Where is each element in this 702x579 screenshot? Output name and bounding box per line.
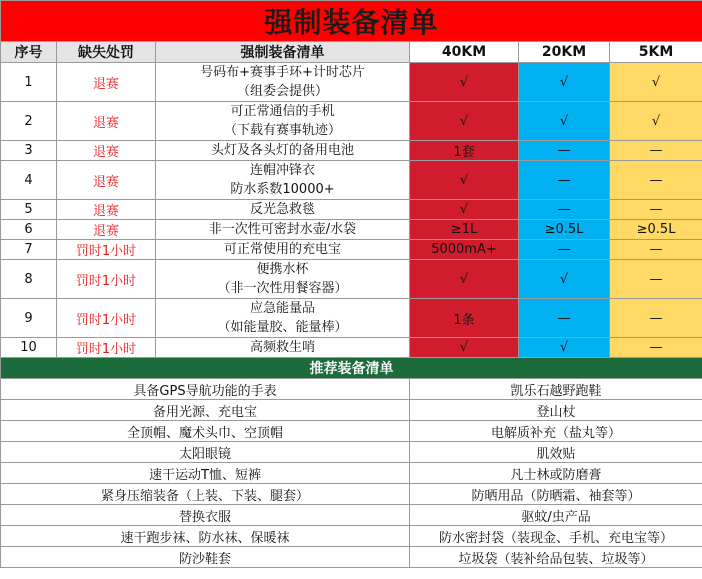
row-penalty: 退赛 <box>57 141 156 161</box>
row-item <box>156 220 410 240</box>
mandatory-list <box>1 63 702 358</box>
recommended-item-right: 驱蚊/虫产品 <box>410 505 702 526</box>
row-penalty: 罚时1小时 <box>57 338 156 358</box>
table-row <box>1 338 702 358</box>
recommended-row <box>1 463 702 484</box>
row-penalty: 退赛 <box>57 161 156 200</box>
row-penalty: 退赛 <box>57 102 156 141</box>
row-number: 1 <box>1 63 57 102</box>
cell-40km: 1条 <box>410 299 519 338</box>
table-row <box>1 200 702 220</box>
row-item <box>156 200 410 220</box>
cell-5km: ≥0.5L <box>610 220 702 240</box>
cell-20km: — <box>519 141 610 161</box>
row-number: 9 <box>1 299 57 338</box>
row-item <box>156 338 410 358</box>
recommended-row <box>1 442 702 463</box>
recommended-row <box>1 526 702 547</box>
item-line: （组委会提供） <box>236 84 328 99</box>
table-row <box>1 260 702 299</box>
row-item <box>156 260 410 299</box>
cell-20km: — <box>519 161 610 200</box>
header-list: 强制装备清单 <box>156 42 410 63</box>
cell-20km: — <box>519 240 610 260</box>
cell-5km: — <box>610 299 702 338</box>
table-header <box>1 1 702 63</box>
row-item <box>156 141 410 161</box>
item-line: 可正常通信的手机 <box>230 104 335 119</box>
recommended-item-left: 太阳眼镜 <box>1 442 410 463</box>
cell-20km: √ <box>519 338 610 358</box>
cell-20km: — <box>519 299 610 338</box>
row-penalty: 罚时1小时 <box>57 299 156 338</box>
cell-40km: √ <box>410 260 519 299</box>
recommended-row <box>1 379 702 400</box>
item-line: （下载有赛事轨迹） <box>223 123 341 138</box>
recommended-item-right: 垃圾袋（装补给品包装、垃圾等） <box>410 547 702 568</box>
row-item <box>156 63 410 102</box>
recommended-item-right: 防水密封袋（装现金、手机、充电宝等） <box>410 526 702 547</box>
table-row <box>1 141 702 161</box>
recommended-item-right: 电解质补充（盐丸等） <box>410 421 702 442</box>
cell-40km: √ <box>410 63 519 102</box>
cell-5km: — <box>610 141 702 161</box>
cell-40km: √ <box>410 338 519 358</box>
row-number: 2 <box>1 102 57 141</box>
page-title: 强制装备清单 <box>1 1 702 42</box>
row-number: 3 <box>1 141 57 161</box>
cell-40km: √ <box>410 102 519 141</box>
recommended-title: 推荐装备清单 <box>1 358 702 379</box>
item-line: 非一次性可密封水壶/水袋 <box>208 222 357 237</box>
recommended-item-right: 肌效贴 <box>410 442 702 463</box>
header-40km: 40KM <box>410 42 519 63</box>
row-number: 10 <box>1 338 57 358</box>
cell-20km: √ <box>519 260 610 299</box>
cell-20km: — <box>519 200 610 220</box>
item-line: 头灯及各头灯的备用电池 <box>210 143 354 158</box>
recommended-item-right: 凡士林或防磨膏 <box>410 463 702 484</box>
row-item <box>156 161 410 200</box>
recommended-item-left: 速干运动T恤、短裤 <box>1 463 410 484</box>
row-penalty: 退赛 <box>57 63 156 102</box>
header-5km: 5KM <box>610 42 702 63</box>
row-penalty: 罚时1小时 <box>57 260 156 299</box>
table-row <box>1 220 702 240</box>
recommended-row <box>1 484 702 505</box>
header-penalty: 缺失处罚 <box>57 42 156 63</box>
recommended-row <box>1 421 702 442</box>
cell-5km: — <box>610 338 702 358</box>
table-row <box>1 102 702 141</box>
row-penalty: 退赛 <box>57 200 156 220</box>
recommended-section <box>1 358 702 379</box>
item-line: 防水系数10000+ <box>230 182 335 197</box>
cell-40km: √ <box>410 200 519 220</box>
recommended-item-left: 紧身压缩装备（上装、下装、腿套） <box>1 484 410 505</box>
row-penalty: 退赛 <box>57 220 156 240</box>
cell-40km: √ <box>410 161 519 200</box>
header-20km: 20KM <box>519 42 610 63</box>
cell-40km: 1套 <box>410 141 519 161</box>
item-line: （非一次性用餐容器） <box>217 281 348 296</box>
cell-40km: ≥1L <box>410 220 519 240</box>
cell-5km: — <box>610 161 702 200</box>
recommended-item-right: 登山杖 <box>410 400 702 421</box>
cell-5km: — <box>610 200 702 220</box>
table-row <box>1 63 702 102</box>
recommended-item-left: 全顶帽、魔术头巾、空顶帽 <box>1 421 410 442</box>
recommended-list <box>1 379 702 568</box>
cell-5km: — <box>610 240 702 260</box>
item-line: 反光急救毯 <box>249 202 315 217</box>
recommended-row <box>1 400 702 421</box>
recommended-item-right: 防晒用品（防晒霜、袖套等） <box>410 484 702 505</box>
table-row <box>1 240 702 260</box>
cell-20km: √ <box>519 63 610 102</box>
table-row <box>1 161 702 200</box>
cell-20km: √ <box>519 102 610 141</box>
row-item <box>156 299 410 338</box>
recommended-row <box>1 505 702 526</box>
item-line: 应急能量品 <box>249 301 315 316</box>
cell-5km: — <box>610 260 702 299</box>
row-number: 4 <box>1 161 57 200</box>
recommended-item-left: 备用光源、充电宝 <box>1 400 410 421</box>
recommended-item-right: 凯乐石越野跑鞋 <box>410 379 702 400</box>
cell-20km: ≥0.5L <box>519 220 610 240</box>
recommended-item-left: 速干跑步袜、防水袜、保暖袜 <box>1 526 410 547</box>
item-line: 连帽冲锋衣 <box>249 163 315 178</box>
table-row <box>1 299 702 338</box>
header-seq: 序号 <box>1 42 57 63</box>
recommended-item-left: 防沙鞋套 <box>1 547 410 568</box>
row-number: 6 <box>1 220 57 240</box>
item-line: 便携水杯 <box>256 262 309 277</box>
item-line: 高频救生哨 <box>249 340 315 355</box>
row-number: 7 <box>1 240 57 260</box>
recommended-item-left: 替换衣服 <box>1 505 410 526</box>
recommended-item-left: 具备GPS导航功能的手表 <box>1 379 410 400</box>
row-penalty: 罚时1小时 <box>57 240 156 260</box>
row-item <box>156 240 410 260</box>
row-item <box>156 102 410 141</box>
row-number: 8 <box>1 260 57 299</box>
cell-5km: √ <box>610 63 702 102</box>
cell-40km: 5000mA+ <box>410 240 519 260</box>
cell-5km: √ <box>610 102 702 141</box>
row-number: 5 <box>1 200 57 220</box>
recommended-row <box>1 547 702 568</box>
item-line: （如能量胶、能量棒） <box>217 320 348 335</box>
item-line: 可正常使用的充电宝 <box>223 242 341 257</box>
item-line: 号码布+赛事手环+计时芯片 <box>200 65 365 80</box>
